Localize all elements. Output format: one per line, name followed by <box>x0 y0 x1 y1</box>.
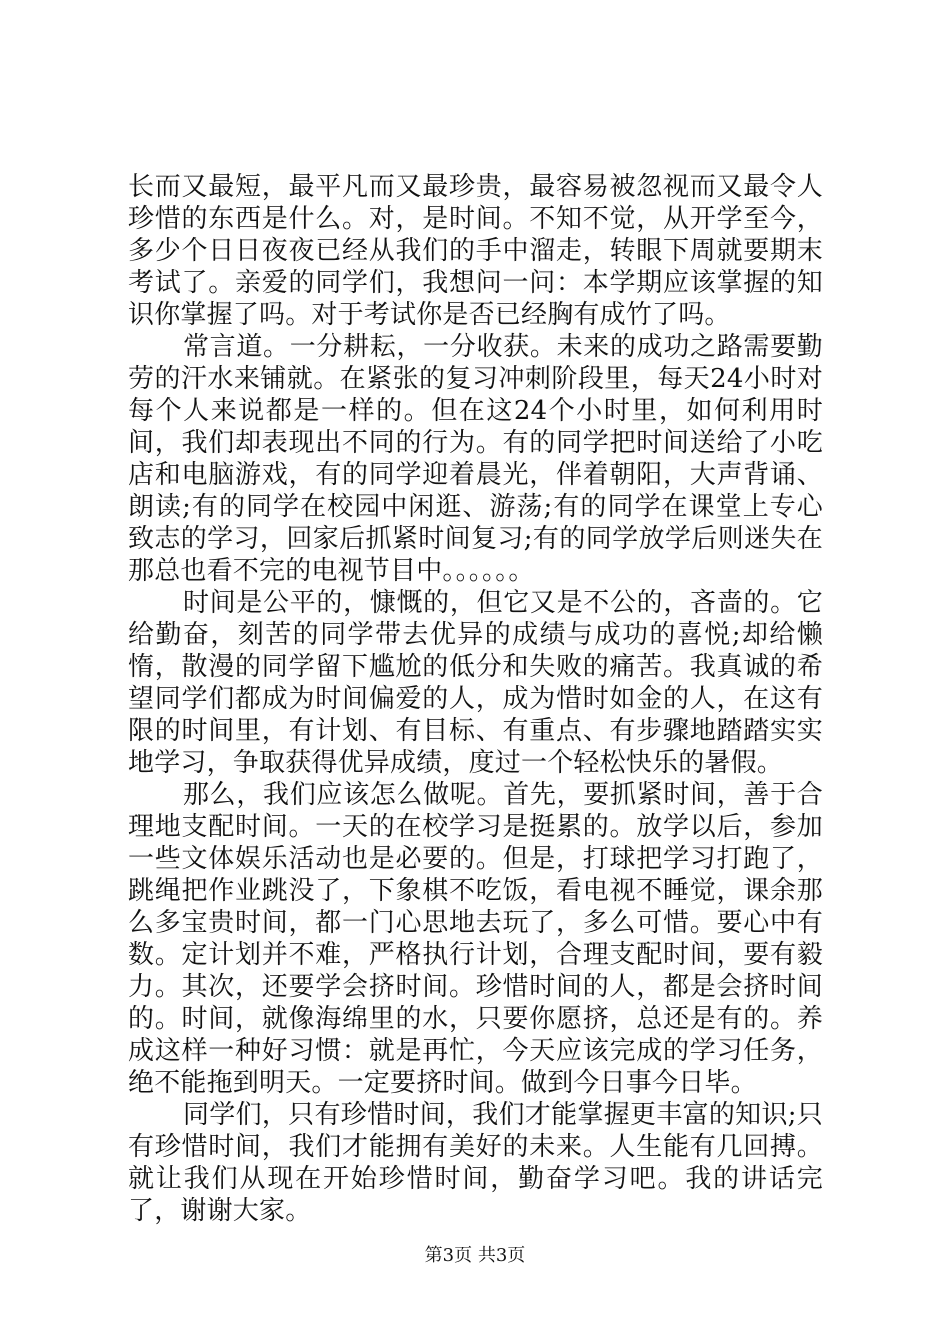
paragraph-time-fairness: 时间是公平的，慷慨的，但它又是不公的，吝啬的。它给勤奋，刻苦的同学带去优异的成绩与成功的喜悦;却给懒惰，散漫的同学留下尴尬的低分和失败的痛苦。我真诚的希望同学们都成为时间偏爱的人，成为惜时如金的人，在这有限的时间里，有计划、有目标、有重点、有步骤地踏踏实实地学习，争取获得优异成绩，度过一个轻松快乐的暑假。 <box>128 588 823 778</box>
paragraph-continued: 长而又最短，最平凡而又最珍贵，最容易被忽视而又最令人珍惜的东西是什么。对，是时间。不知不觉，从开学至今，多少个日日夜夜已经从我们的手中溜走，转眼下周就要期末考试了。亲爱的同学们，我想问一问：本学期应该掌握的知识你掌握了吗。对于考试你是否已经胸有成竹了吗。 <box>128 172 823 330</box>
paragraph-conclusion: 同学们，只有珍惜时间，我们才能掌握更丰富的知识;只有珍惜时间，我们才能拥有美好的未来。人生能有几回搏。就让我们从现在开始珍惜时间，勤奋学习吧。我的讲话完了，谢谢大家。 <box>128 1100 823 1226</box>
page-number-footer: 第3页 共3页 <box>424 1245 526 1266</box>
document-body <box>128 171 823 1227</box>
paragraph-how-to-act: 那么，我们应该怎么做呢。首先，要抓紧时间，善于合理地支配时间。一天的在校学习是挺累的。放学以后，参加一些文体娱乐活动也是必要的。但是，打球把学习打跑了，跳绳把作业跳没了，下象棋不吃饭，看电视不睡觉，课余那么多宝贵时间，都一门心思地去玩了，多么可惜。要心中有数。定计划并不难，严格执行计划，合理支配时间，要有毅力。其次，还要学会挤时间。珍惜时间的人，都是会挤时间的。时间，就像海绵里的水，只要你愿挤，总还是有的。养成这样一种好习惯：就是再忙，今天应该完成的学习任务，绝不能拖到明天。一定要挤时间。做到今日事今日毕。 <box>128 780 823 1098</box>
paragraph-proverb: 常言道。一分耕耘，一分收获。未来的成功之路需要勤劳的汗水来铺就。在紧张的复习冲刺阶段里，每天24小时对每个人来说都是一样的。但在这24个小时里，如何利用时间，我们却表现出不同的行为。有的同学把时间送给了小吃店和电脑游戏，有的同学迎着晨光，伴着朝阳，大声背诵、朗读;有的同学在校园中闲逛、游荡;有的同学在课堂上专心致志的学习，回家后抓紧时间复习;有的同学放学后则迷失在那总也看不完的电视节目中。。。。。。 <box>128 332 823 586</box>
